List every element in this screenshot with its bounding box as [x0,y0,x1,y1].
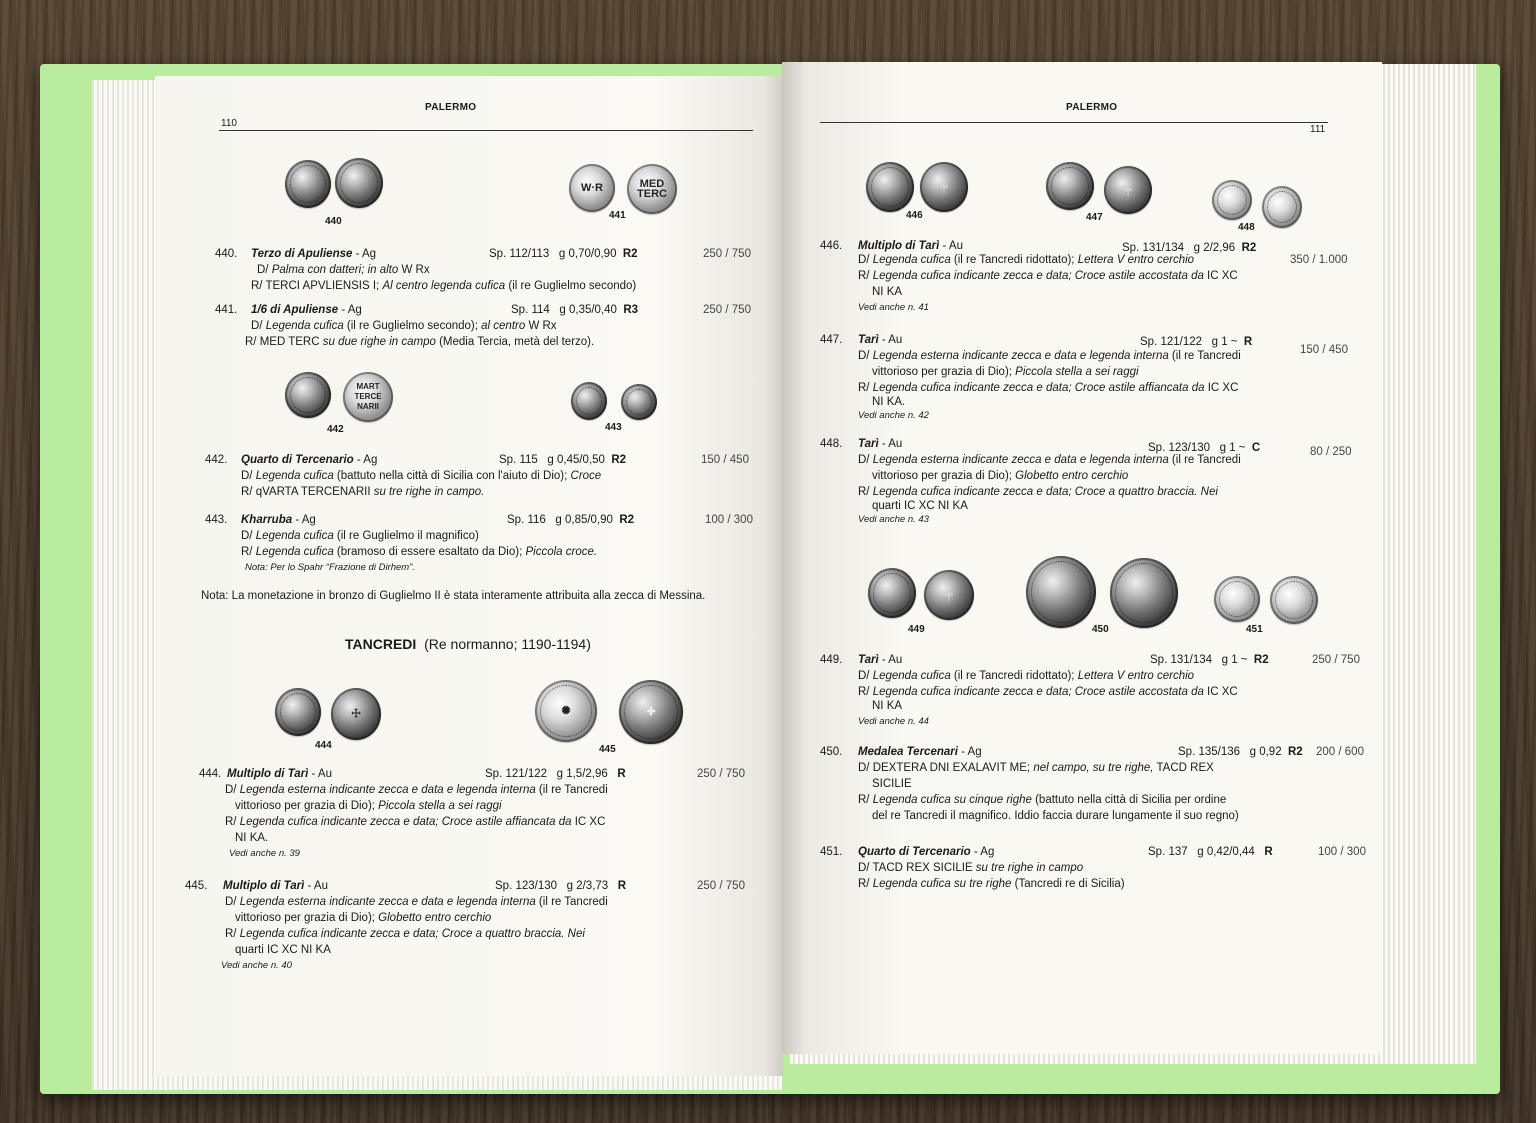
weight: g 0,92 [1249,746,1282,758]
coin-label-444: 444 [315,740,332,751]
entry-443 [205,512,755,576]
price: 250 / 750 [703,304,751,316]
entry-number: 445. [185,880,208,892]
entry-number: 440. [215,248,238,260]
rarity: R [617,768,626,780]
entry-number: 447. [820,334,843,346]
coin-440-reverse [335,158,383,208]
reverse-desc-cont: NI KA. [872,396,906,408]
rarity: R [1243,336,1253,348]
entry-444 [199,766,759,862]
coin-447-obverse [1046,162,1094,210]
obverse-desc: D/ Legenda cufica (il re Tancredi ridottato); Lettera V entro cerchio [858,254,1195,266]
coin-442-obverse [285,372,331,418]
weight: g 1 ~ [1219,442,1246,454]
obverse-desc: D/ Legenda esterna indicante zecca e data e legenda interna (il re Tancredi [858,454,1241,466]
page-number: 111 [1310,124,1326,135]
coin-label-446: 446 [906,210,923,221]
price: 150 / 450 [1300,344,1348,356]
coin-450-reverse [1110,558,1178,628]
section-heading: TANCREDI (Re normanno; 1190-1194) [345,636,591,652]
rarity: R2 [619,514,635,526]
obverse-desc: D/ Legenda cufica (il re Guglielmo secondo); al centro W Rx [251,320,557,332]
rarity: R3 [623,304,639,316]
spahr-ref: Sp. 123/130 [1148,442,1211,454]
coin-440-obverse [285,160,331,208]
rarity: R2 [611,454,627,466]
coin-label-442: 442 [327,424,344,435]
coin-name: Multiplo di Tarì [227,768,309,780]
coin-metal: - Ag [961,746,982,758]
coin-metal: - Au [881,334,903,346]
weight: g 0,45/0,50 [547,454,605,466]
entry-number: 443. [205,514,228,526]
obverse-desc: D/ Legenda esterna indicante zecca e data e legenda interna (il re Tancredi [225,896,608,908]
reverse-desc-cont: NI KA [872,700,903,712]
entry-441 [215,302,755,352]
spahr-ref: Sp. 135/136 [1178,746,1241,758]
obverse-desc: D/ Legenda cufica (battuto nella città di Sicilia con l'aiuto di Dio); Croce [241,470,602,482]
coin-name: Terzo di Apuliense [251,248,353,260]
entry-number: 441. [215,304,238,316]
rarity: R2 [1288,746,1303,758]
entry-446 [820,238,1380,313]
coin-metal: - Au [881,438,903,450]
entry-note: Vedi anche n. 42 [858,410,929,421]
reverse-desc: R/ Legenda cufica su cinque righe (battuto nella città di Sicilia per ordine [858,794,1227,806]
coin-445-obverse: ✺ [535,680,597,742]
obverse-desc: D/ Legenda esterna indicante zecca e data e legenda interna (il re Tancredi [858,350,1241,362]
entry-note: Vedi anche n. 44 [858,716,929,727]
entry-note: Vedi anche n. 39 [229,848,300,859]
reverse-desc: R/ Legenda cufica indicante zecca e data; Croce astile affiancata da IC XC [858,382,1239,394]
price: 350 / 1.000 [1290,254,1348,266]
coin-447-reverse: ╪ [1104,166,1152,214]
coin-441-reverse: MED TERC [627,164,677,214]
reverse-desc: R/ Legenda cufica (bramoso di essere esaltato da Dio); Piccola croce. [241,546,598,558]
weight: g 2/2,96 [1193,242,1236,254]
coin-449-obverse [868,568,916,618]
coin-name: Multiplo di Tarì [858,240,940,252]
entry-number: 449. [820,654,843,666]
weight: g 0,35/0,40 [559,304,617,316]
coin-label-450: 450 [1092,624,1109,635]
price: 250 / 750 [703,248,751,260]
weight: g 1 ~ [1221,654,1248,666]
coin-metal: - Ag [355,248,377,260]
coin-448-obverse [1212,180,1252,220]
coin-441-obverse: W·R [569,164,615,212]
weight: g 1,5/2,96 [556,768,608,780]
weight: g 2/3,73 [566,880,609,892]
coin-name: Tarì [858,654,879,666]
reverse-desc-cont: del re Tancredi il magnifico. Iddio faccia durare lungamente il suo regno) [872,810,1239,822]
coin-442-reverse: MART TERCE NARII [343,372,393,422]
coin-label-448: 448 [1238,222,1255,233]
coin-name: 1/6 di Apuliense [251,304,339,316]
weight: g 0,70/0,90 [558,248,617,260]
rarity: R2 [1253,654,1269,666]
price: 80 / 250 [1310,446,1352,458]
entry-note: Vedi anche n. 40 [221,960,292,971]
reverse-desc: R/ Legenda cufica indicante zecca e data; Croce astile affiancata da IC XC [225,816,606,828]
obverse-desc: D/ Legenda cufica (il re Guglielmo il magnifico) [241,530,479,542]
rarity: R [617,880,627,892]
coin-label-441: 441 [609,210,626,221]
coin-451-reverse [1270,576,1318,624]
weight: g 1 ~ [1211,336,1238,348]
obverse-desc-cont: vittorioso per grazia di Dio); Piccola stella a sei raggi [235,800,502,812]
entry-note: Nota: Per lo Spahr “Frazione di Dirhem”. [245,562,416,573]
obverse-desc-cont: vittorioso per grazia di Dio); Globetto entro cerchio [872,470,1129,482]
weight: g 0,85/0,90 [555,514,613,526]
spahr-ref: Sp. 131/134 [1122,242,1185,254]
obverse-desc-cont: vittorioso per grazia di Dio); Globetto entro cerchio [235,912,492,924]
entry-number: 451. [820,846,843,858]
reverse-desc-cont: quarti IC XC NI KA [235,944,331,956]
coin-name: Tarì [858,438,879,450]
coin-metal: - Au [311,768,333,780]
weight: g 0,42/0,44 [1197,846,1255,858]
reverse-desc: R/ TERCI APVLIENSIS I; Al centro legenda cufica (il re Guglielmo secondo) [251,280,637,292]
coin-446-reverse: ╪ [920,162,968,212]
coin-name: Kharruba [241,514,293,526]
coin-443-reverse [621,384,657,420]
spahr-ref: Sp. 123/130 [495,880,558,892]
running-head: PALERMO [425,102,477,113]
entry-note: Vedi anche n. 41 [858,302,929,313]
coin-metal: - Au [942,240,964,252]
right-page [782,62,1382,1054]
spahr-ref: Sp. 116 [507,514,546,526]
price: 200 / 600 [1316,746,1364,758]
entry-number: 446. [820,240,843,252]
coin-metal: - Ag [973,846,995,858]
entry-note: Vedi anche n. 43 [858,514,929,525]
reverse-desc: R/ Legenda cufica indicante zecca e data; Croce astile accostata da IC XC [858,686,1238,698]
coin-label-449: 449 [908,624,925,635]
header-rule [219,130,753,131]
price: 250 / 750 [1312,654,1360,666]
spahr-ref: Sp. 112/113 [489,248,550,260]
entry-number: 444. [199,768,222,780]
rarity: R2 [1241,242,1257,254]
entry-440 [215,246,755,296]
reverse-desc-cont: NI KA. [235,832,269,844]
price: 100 / 300 [705,514,753,526]
entry-451 [820,844,1380,894]
coin-metal: - Ag [356,454,378,466]
coin-450-obverse [1026,556,1096,628]
reverse-desc: R/ Legenda cufica indicante zecca e data; Croce a quattro braccia. Nei [858,486,1218,498]
coin-name: Quarto di Tercenario [241,454,354,466]
entry-448 [820,436,1380,525]
reverse-desc: R/ Legenda cufica indicante zecca e data; Croce astile accostata da IC XC [858,270,1238,282]
spahr-ref: Sp. 131/134 [1150,654,1213,666]
reverse-desc-cont: NI KA [872,286,903,298]
rarity: C [1251,442,1261,454]
entry-442 [205,452,755,502]
entry-number: 442. [205,454,228,466]
coin-448-reverse [1262,186,1302,228]
left-page [155,76,783,1076]
coin-451-obverse [1214,576,1260,622]
coin-name: Multiplo di Tarì [223,880,305,892]
running-head: PALERMO [1066,102,1118,113]
entry-449 [820,652,1380,727]
entry-450 [820,744,1380,822]
reverse-desc-cont: quarti IC XC NI KA [872,500,968,512]
price: 250 / 750 [697,768,745,780]
spahr-ref: Sp. 114 [511,304,550,316]
spahr-ref: Sp. 115 [499,454,538,466]
entry-number: 448. [820,438,843,450]
reverse-desc: R/ Legenda cufica indicante zecca e data; Croce a quattro braccia. Nei [225,928,585,940]
entry-447 [820,332,1380,421]
coin-name: Medalea Tercenari [858,746,958,758]
coin-445-reverse: ✚ [619,680,683,744]
obverse-desc: D/ Legenda cufica (il re Tancredi ridottato); Lettera V entro cerchio [858,670,1195,682]
price: 150 / 450 [701,454,749,466]
coin-449-reverse: ╪ [924,570,974,620]
obverse-desc-cont: vittorioso per grazia di Dio); Piccola stella a sei raggi [872,366,1139,378]
coin-label-451: 451 [1246,624,1263,635]
reverse-desc: R/ MED TERC su due righe in campo (Media Tercia, metà del terzo). [245,336,595,348]
coin-name: Tarì [858,334,879,346]
coin-label-447: 447 [1086,212,1103,223]
header-rule [820,122,1328,123]
coin-label-445: 445 [599,744,616,755]
coin-metal: - Ag [295,514,316,526]
spahr-ref: Sp. 121/122 [485,768,548,780]
coin-metal: - Au [307,880,329,892]
obverse-desc-cont: SICILIE [872,778,912,790]
page-number: 110 [221,118,237,129]
coin-444-obverse [275,688,321,736]
obverse-desc: D/ DEXTERA DNI EXALAVIT ME; nel campo, su tre righe, TACD REX [858,762,1214,774]
coin-metal: - Ag [341,304,362,316]
rarity: R2 [622,248,638,260]
reverse-desc: R/ qVARTA TERCENARII su tre righe in campo. [241,486,485,498]
rarity: R [1264,846,1273,858]
obverse-desc: D/ TACD REX SICILIE su tre righe in campo [858,862,1084,874]
coin-label-440: 440 [325,216,342,227]
entry-445 [185,878,755,974]
obverse-desc: D/ Legenda esterna indicante zecca e data e legenda interna (il re Tancredi [225,784,608,796]
entry-number: 450. [820,746,843,758]
coin-label-443: 443 [605,422,622,433]
spahr-ref: Sp. 137 [1148,846,1188,858]
spahr-ref: Sp. 121/122 [1140,336,1203,348]
price: 250 / 750 [697,880,745,892]
coin-443-obverse [571,382,607,420]
reverse-desc: R/ Legenda cufica su tre righe (Tancredi re di Sicilia) [858,878,1125,890]
obverse-desc: D/ Palma con datteri; in alto W Rx [257,264,430,276]
price: 100 / 300 [1318,846,1366,858]
coin-446-obverse [866,162,914,212]
coin-444-reverse: ☩ [331,688,381,740]
coin-metal: - Au [881,654,903,666]
footnote: Nota: La monetazione in bronzo di Guglielmo II è stata interamente attribuita alla zecca di Messina. [201,590,706,602]
coin-name: Quarto di Tercenario [858,846,971,858]
